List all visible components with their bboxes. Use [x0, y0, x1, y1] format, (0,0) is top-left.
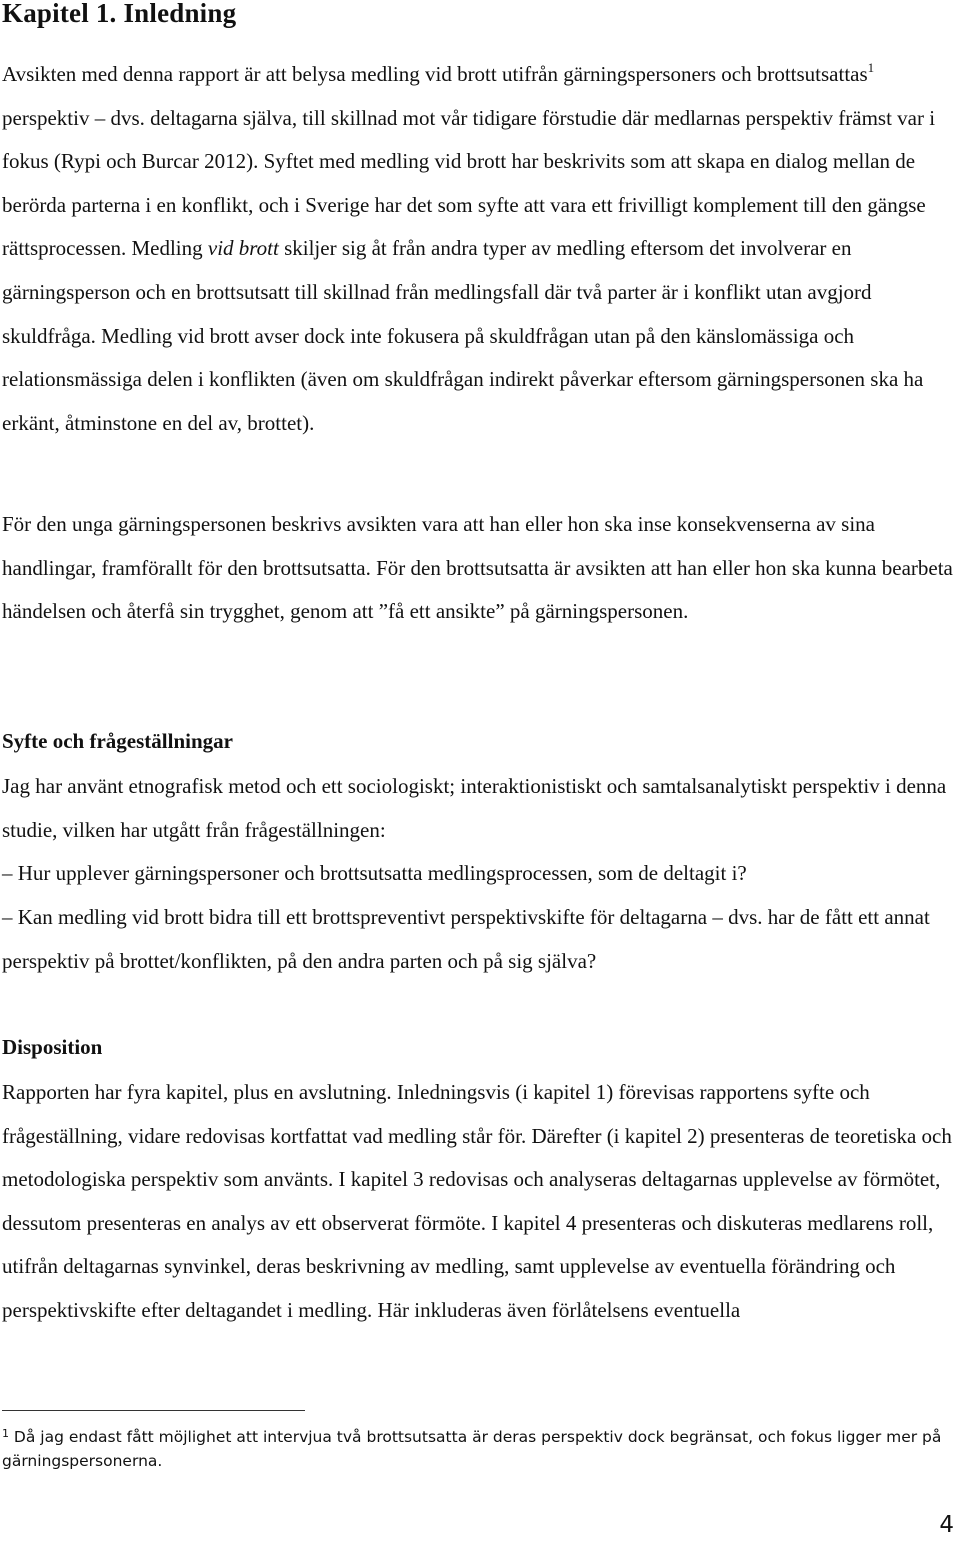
footnote-reference[interactable]: 1 — [867, 60, 875, 75]
research-question-1: – Hur upplever gärningspersoner och brottsutsatta medlingsprocessen, som de deltagit i? — [2, 861, 747, 885]
intro-paragraph-2: För den unga gärningspersonen beskrivs avsikten vara att han eller hon ska inse konsekvenserna av sina handlingar, framförallt för den brottsutsatta. För den brottsutsatta är avsikten att han eller hon ska kunna bearbeta händelsen och återfå sin trygghet, genom att ”få ett ansikte” på gärningspersonen. — [2, 512, 953, 624]
syfte-paragraph: Jag har använt etnografisk metod och ett sociologiskt; interaktionistiskt och samtalsanalytiskt perspektiv i denna studie, vilken har utgått från frågeställningen: — [2, 774, 947, 842]
intro-text-start: Avsikten med denna rapport är att belysa medling vid brott utifrån gärningspersoners och brottsutsattas — [2, 62, 868, 86]
chapter-title: Kapitel 1. Inledning — [2, 0, 237, 28]
intro-text-end: skiljer sig åt från andra typer av medling eftersom det involverar en gärningsperson och en brottsutsatt till skillnad från medlingsfall där två parter är i konflikt utan avgjord skuldfråga. Medling vid brott avser dock inte fokusera på skuldfrågan utan på den känslomässiga och relationsmässiga delen i konflikten (även om skuldfrågan indirekt påverkar eftersom gärningspersonen ska ha erkänt, åtminstone en del av, brottet). — [2, 236, 924, 435]
footnote-number: 1 — [2, 1427, 9, 1440]
intro-text-middle: perspektiv – dvs. deltagarna själva, till skillnad mot vår tidigare förstudie där medlarnas perspektiv främst var i fokus (Rypi och Burcar 2012). Syftet med medling vid brott har beskrivits som att skapa en dialog mellan de berörda parterna i en konflikt, och i Sverige har det som syfte att vara ett frivilligt komplement till den gängse rättsprocessen. Medling — [2, 105, 936, 261]
footnote-text: Då jag endast fått möjlighet att intervjua två brottsutsatta är deras perspektiv dock begränsat, och fokus ligger mer på gärningspersonerna. — [2, 1428, 942, 1470]
section-heading-syfte: Syfte och frågeställningar — [2, 729, 233, 753]
intro-text-italic: vid brott — [207, 236, 279, 261]
page-number: 4 — [939, 1512, 954, 1538]
footnote-divider — [2, 1410, 305, 1411]
intro-paragraph-1 — [2, 53, 958, 445]
disposition-paragraph: Rapporten har fyra kapitel, plus en avslutning. Inledningsvis (i kapitel 1) förevisas rapportens syfte och frågeställning, vidare redovisas kortfattat vad medling står för. Därefter (i kapitel 2) presenteras de teoretiska och metodologiska perspektiv som använts. I kapitel 3 redovisas och analyseras deltagarnas upplevelse av förmötet, dessutom presenteras en analys av ett observerat förmöte. I kapitel 4 presenteras och diskuteras medlarens roll, utifrån deltagarnas synvinkel, deras beskrivning av medling, samt upplevelse av eventuella förändring och perspektivskifte efter deltagandet i medling. Här inkluderas även förlåtelsens eventuella — [2, 1080, 952, 1322]
research-question-2: – Kan medling vid brott bidra till ett brottspreventivt perspektivskifte för deltagarna – dvs. har de fått ett annat perspektiv på brottet/konflikten, på den andra parten och på sig själva? — [2, 905, 930, 973]
section-heading-disposition: Disposition — [2, 1035, 103, 1059]
footnote — [2, 1425, 952, 1473]
